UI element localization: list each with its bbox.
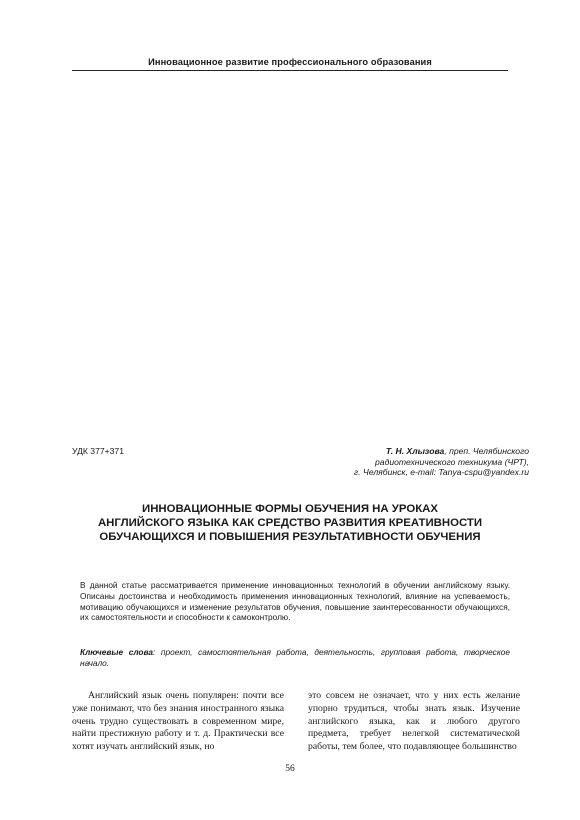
author-affiliation: радиотехнического техникума (ЧРТ),	[375, 456, 529, 467]
author-block	[269, 446, 529, 478]
author-contact: г. Челябинск, e-mail: Tanya-cspu@yandex.ru	[354, 467, 529, 478]
author-position: , преп. Челябинского	[444, 446, 529, 456]
title-line-3: ОБУЧАЮЩИХСЯ И ПОВЫШЕНИЯ РЕЗУЛЬТАТИВНОСТИ ОБУЧЕНИЯ	[99, 531, 481, 543]
author-line-1	[269, 446, 529, 457]
running-header: Инновационное развитие профессионального образования	[148, 57, 432, 67]
author-name: Т. Н. Хлызова	[385, 446, 445, 456]
abstract: В данной статье рассматривается применение инновационных технологий в обучении английскому языку. Описаны достоинства и необходимость применения инновационных технологий, влияние на успеваемость, мотивацию обучающихся и изменение результатов обучения, повышение заинтересованности обучающихся, их самостоятельности и способности к самоконтролю.	[80, 580, 510, 623]
keywords-label: Ключевые слова	[80, 647, 153, 657]
header-divider	[72, 70, 508, 71]
body-column-right: это совсем не означает, что у них есть желание упорно трудиться, чтобы знать язык. Изучение английского языка, как и любого другого предмета, требует нелегкой систематической работы, тем более, что подавляющее большинство	[308, 690, 520, 753]
page-number: 56	[285, 764, 295, 774]
body-column-left: Английский язык очень популярен: почти все уже понимают, что без знания иностранного языка очень трудно существовать в современном мире, найти престижную работу и т. д. Практически все хотят изучать английский язык, но	[72, 690, 284, 753]
keywords	[80, 647, 510, 669]
keywords-text: : проект, самостоятельная работа, деятельность, групповая работа, творческое начало.	[80, 647, 510, 668]
title-line-1: ИННОВАЦИОННЫЕ ФОРМЫ ОБУЧЕНИЯ НА УРОКАХ	[142, 503, 438, 515]
udk-code: УДК 377+371	[72, 446, 124, 456]
article-title	[72, 502, 508, 544]
title-line-2: АНГЛИЙСКОГО ЯЗЫКА КАК СРЕДСТВО РАЗВИТИЯ КРЕАТИВНОСТИ	[97, 517, 483, 529]
